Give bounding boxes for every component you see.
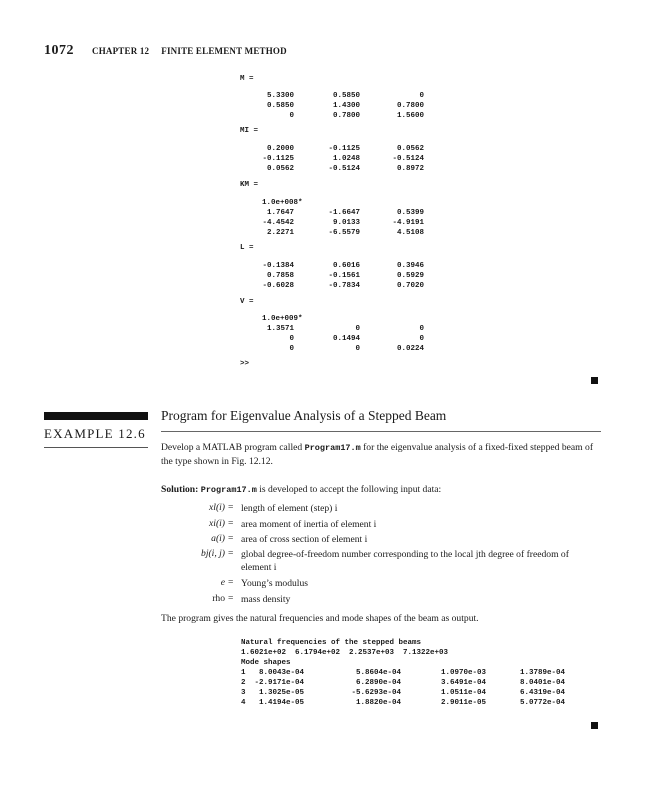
matrix-cell: 0.0224 [396,345,424,353]
mode-value: 8.0401e-04 [519,679,565,687]
solution-label: Solution: [161,484,199,495]
chapter-label: CHAPTER 12 [92,46,150,56]
example-label-rule [44,447,148,448]
mode-value: 1.4194e-05 [258,699,304,707]
definition-symbol: rho [212,593,225,604]
output-mode-label: Mode shapes [241,659,291,667]
mode-index: 3 [241,689,246,697]
matrix-cell: 0.7858 [266,272,294,280]
matrix-row [252,165,424,175]
matrix-cell: 0.5929 [396,272,424,280]
end-of-example-mark [591,722,598,729]
matrix-cell: 0.7800 [396,102,424,110]
matrix-cell: 0 [419,92,424,100]
definition-text: global degree-of-freedom number corresponding to the local jth degree of freedom of element i [241,549,569,573]
definition-symbol: bj(i, j) [201,548,225,559]
matrix-cell: -0.1561 [328,272,360,280]
mode-shape-row [241,699,573,709]
matrix-row [252,219,424,229]
matrix-cell: 0 [419,325,424,333]
matrix-cell: 0.3946 [396,262,424,270]
matrix-row [252,315,424,325]
mode-shape-row [241,689,573,699]
matrix-cell: -0.6028 [262,282,294,290]
definition-symbol: xl(i) [209,502,225,513]
mode-value: 2.9011e-05 [440,699,486,707]
equals-sign: = [228,518,234,529]
example-statement [161,441,601,469]
mode-value: 3.6491e-04 [440,679,486,687]
mode-index: 2 [241,679,246,687]
matrix-row [252,262,424,272]
matrix-cell: 0.2000 [266,145,294,153]
example-title-rule [161,431,601,432]
matrix-cell: -1.6647 [328,209,360,217]
solution-text: is developed to accept the following input data: [256,484,442,495]
matrix-cell: 0.7020 [396,282,424,290]
matrix-name: MI = [240,127,259,135]
matrix-name: V = [240,298,254,306]
matrix-cell: 1.4300 [332,102,360,110]
matrix-cell: 0.6016 [332,262,360,270]
matrix-row [252,199,424,209]
matrix-cell: 1.0248 [332,155,360,163]
example-bar [44,412,148,420]
matrix-cell: 1.3571 [266,325,294,333]
matrix-cell: -4.4542 [262,219,294,227]
output-frequencies: 1.6021e+02 6.1794e+02 2.2537e+03 7.1322e+03 [241,649,449,657]
matrix-row [252,209,424,219]
mode-value: 1.0511e-04 [440,689,486,697]
mode-shape-row [241,679,573,689]
matrix-row [252,325,424,335]
matrix-cell: 2.2271 [266,229,294,237]
matrix-name: M = [240,75,254,83]
definition-symbol: e [220,577,225,588]
matrix-cell: 0.7800 [332,112,360,120]
mode-value: 1.3789e-04 [519,669,565,677]
matrix-cell: -0.1125 [262,155,294,163]
matrix-cell: -0.7834 [328,282,360,290]
output-heading: Natural frequencies of the stepped beams [241,639,422,647]
mode-value: 5.0772e-04 [519,699,565,707]
matrix-row [252,112,424,122]
equals-sign: = [228,577,234,588]
program-name: Program17.m [304,443,361,453]
matrix-cell: 0.0562 [396,145,424,153]
solution-paragraph [161,483,601,497]
matrix-row [252,102,424,112]
matrix-row [252,272,424,282]
statement-text: for the eigenvalue analysis of a fixed-fixed stepped beam of the type shown in Fig. 12.12. [161,442,594,467]
matrix-cell: 9.0133 [332,219,360,227]
matrix-cell: 0.8972 [396,165,424,173]
example-title: Program for Eigenvalue Analysis of a Stepped Beam [161,408,447,423]
mode-shape-row [241,669,573,679]
chapter-title: FINITE ELEMENT METHOD [161,46,287,56]
matrix-cell: 5.3300 [266,92,294,100]
matrix-cell: 0.5850 [266,102,294,110]
matrix-row [252,345,424,355]
mode-value: -5.6293e-04 [351,689,401,697]
definition-text: area of cross section of element i [241,534,368,545]
mode-value: 1.3025e-05 [258,689,304,697]
matrix-cell: 0 [355,325,360,333]
matrix-cell: -0.1384 [262,262,294,270]
matrix-scale-factor: 1.0e+008* [262,199,303,207]
matrix-cell: 0 [355,345,360,353]
definition-text: Young’s modulus [241,578,309,589]
matrix-cell: 0.5850 [332,92,360,100]
matrix-cell: -6.5579 [328,229,360,237]
mode-value: -2.9171e-04 [254,679,304,687]
matrix-row [252,335,424,345]
matrix-cell: 0 [289,345,294,353]
example-label: EXAMPLE 12.6 [44,426,146,441]
matrix-cell: -4.9191 [392,219,424,227]
matlab-prompt: >> [240,360,250,368]
mode-value: 6.4319e-04 [519,689,565,697]
matrix-row [252,145,424,155]
equals-sign: = [228,502,234,513]
matrix-row [252,92,424,102]
matrix-cell: 0.0562 [266,165,294,173]
matrix-row [252,229,424,239]
mode-value: 6.2890e-04 [355,679,401,687]
matrix-name: KM = [240,181,259,189]
definition-symbol: xi(i) [209,518,225,529]
definition-symbol: a(i) [211,533,225,544]
end-of-example-mark [591,377,598,384]
mode-index: 1 [241,669,246,677]
matrix-cell: -0.1125 [328,145,360,153]
equals-sign: = [228,533,234,544]
matrix-cell: 1.7647 [266,209,294,217]
matrix-cell: 0 [289,112,294,120]
mode-value: 8.0043e-04 [258,669,304,677]
output-description: The program gives the natural frequencies and mode shapes of the beam as output. [161,613,479,624]
matrix-cell: 0.1494 [332,335,360,343]
matrix-cell: 1.5600 [396,112,424,120]
matrix-row [252,282,424,292]
matrix-cell: 4.5108 [396,229,424,237]
matrix-cell: -0.5124 [392,155,424,163]
matrix-cell: 0 [289,335,294,343]
definition-text: area moment of inertia of element i [241,519,377,530]
matrix-row [252,155,424,165]
mode-value: 5.8604e-04 [355,669,401,677]
definition-text: mass density [241,594,291,605]
matrix-cell: -0.5124 [328,165,360,173]
statement-text: Develop a MATLAB program called [161,442,305,453]
program-name: Program17.m [200,485,257,495]
matrix-cell: 0.5399 [396,209,424,217]
equals-sign: = [228,548,234,559]
mode-index: 4 [241,699,246,707]
matrix-scale-factor: 1.0e+009* [262,315,303,323]
mode-value: 1.8820e-04 [355,699,401,707]
matrix-name: L = [240,244,254,252]
mode-value: 1.0970e-03 [440,669,486,677]
running-header [44,43,287,59]
equals-sign: = [228,593,234,604]
page-number: 1072 [44,43,74,58]
matrix-cell: 0 [419,335,424,343]
definition-text: length of element (step) i [241,503,338,514]
